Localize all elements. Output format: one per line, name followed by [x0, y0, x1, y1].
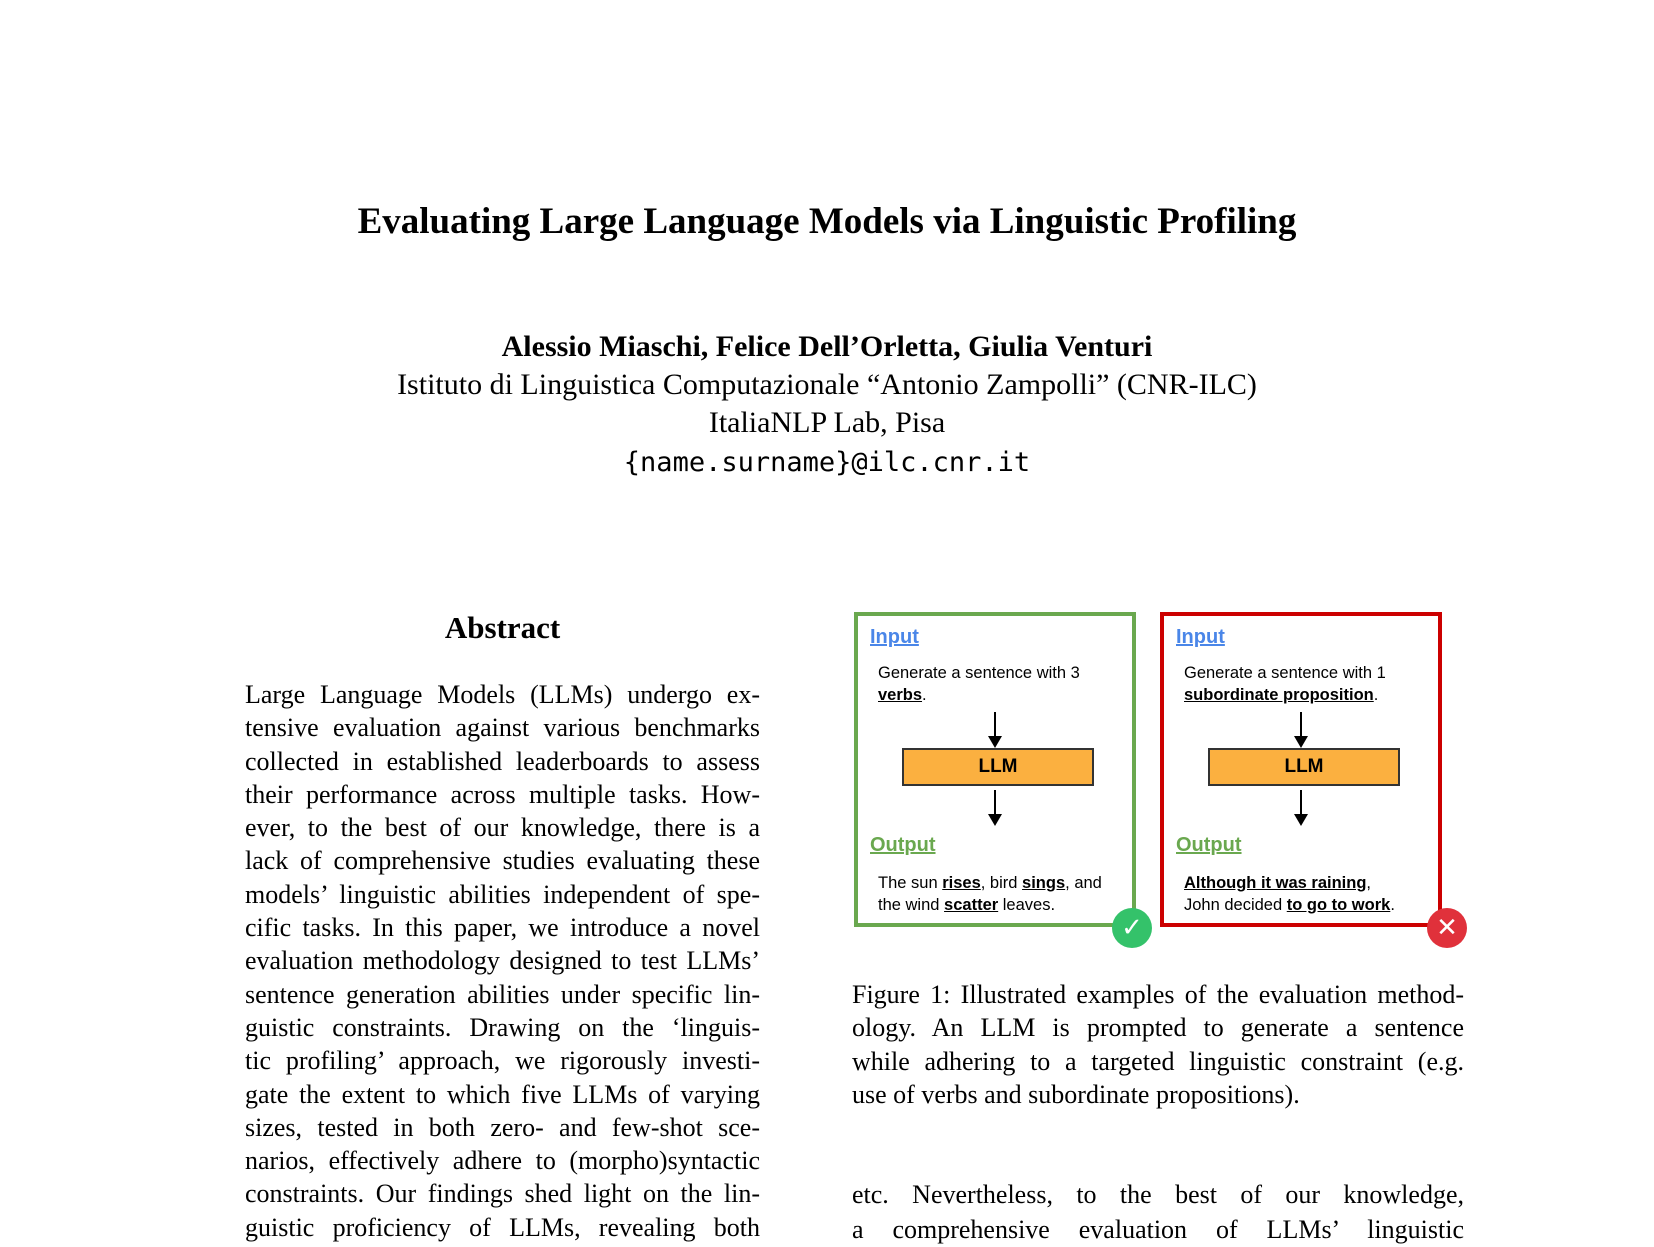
- output-segment: , bird: [980, 874, 1023, 892]
- abstract-line: narios, effectively adhere to (morpho)syntactic: [245, 1146, 760, 1176]
- abstract-line: their performance across multiple tasks. How-: [245, 779, 760, 809]
- output-label: Output: [870, 834, 936, 856]
- body-text: [852, 1177, 1464, 1247]
- caption-line: Figure 1: Illustrated examples of the evaluation method-: [852, 980, 1464, 1009]
- prompt-prefix: Generate a sentence with 1: [1184, 664, 1386, 682]
- abstract-heading: Abstract: [444, 610, 561, 645]
- abstract-line: tensive evaluation against various benchmarks: [245, 713, 760, 743]
- output-text: [1184, 872, 1395, 916]
- body-line: a comprehensive evaluation of LLMs’ linguistic: [852, 1215, 1464, 1244]
- abstract-line: lack of comprehensive studies evaluating these: [245, 846, 760, 876]
- output-segment: ,: [1366, 874, 1372, 892]
- abstract-line: models’ linguistic abilities independent of spe-: [245, 879, 760, 909]
- abstract-line: sentence generation abilities under specific lin-: [245, 979, 760, 1009]
- output-highlight: Although it was raining: [1184, 874, 1367, 892]
- figure-caption: [852, 978, 1464, 1111]
- check-icon: ✓: [1112, 908, 1152, 948]
- output-label: Output: [1176, 834, 1242, 856]
- output-segment: the wind: [878, 896, 945, 914]
- abstract-line: guistic proficiency of LLMs, revealing both: [245, 1212, 760, 1242]
- author-email: {name.surname}@ilc.cnr.it: [623, 447, 1031, 478]
- prompt-suffix: .: [922, 686, 927, 704]
- llm-box: LLM: [1208, 748, 1400, 786]
- figure-1: [850, 612, 1470, 947]
- arrow-down-icon: [1300, 712, 1302, 738]
- abstract-body: [245, 678, 760, 1244]
- output-text: [878, 872, 1102, 916]
- prompt-text: [878, 662, 1080, 706]
- output-highlight: sings: [1022, 874, 1066, 892]
- output-segment: The sun: [878, 874, 943, 892]
- prompt-suffix: .: [1373, 686, 1379, 704]
- body-line: etc. Nevertheless, to the best of our knowledge,: [852, 1180, 1464, 1209]
- arrow-down-icon: [994, 712, 996, 738]
- output-segment: leaves.: [998, 896, 1056, 914]
- arrow-down-icon: [1300, 790, 1302, 816]
- example-panel-correct: [854, 612, 1136, 927]
- output-segment: John decided: [1184, 896, 1287, 914]
- output-highlight: to go to work: [1286, 896, 1391, 914]
- affiliation-institute: Istituto di Linguistica Computazionale “Antonio Zampolli” (CNR-ILC): [397, 368, 1257, 401]
- abstract-line: gate the extent to which five LLMs of varying: [245, 1079, 760, 1109]
- prompt-prefix: Generate a sentence with 3: [878, 664, 1080, 682]
- caption-line: while adhering to a targeted linguistic constraint (e.g.: [852, 1046, 1464, 1076]
- prompt-constraint: verbs: [878, 686, 923, 704]
- arrow-down-icon: [994, 790, 996, 816]
- prompt-constraint: subordinate proposition: [1184, 686, 1374, 704]
- prompt-text: [1184, 662, 1386, 706]
- abstract-line: cific tasks. In this paper, we introduce a novel: [245, 913, 760, 943]
- abstract-line: Large Language Models (LLMs) undergo ex-: [245, 680, 760, 709]
- input-label: Input: [1176, 626, 1225, 648]
- abstract-line: tic profiling’ approach, we rigorously investi-: [245, 1046, 760, 1076]
- abstract-line: guistic constraints. Drawing on the ‘linguis-: [245, 1012, 760, 1042]
- authors: Alessio Miaschi, Felice Dell’Orletta, Giulia Venturi: [501, 330, 1153, 363]
- output-highlight: scatter: [944, 896, 999, 914]
- abstract-line: constraints. Our findings shed light on the lin-: [245, 1179, 760, 1209]
- output-segment: , and: [1065, 874, 1102, 892]
- abstract-line: sizes, tested in both zero- and few-shot sce-: [245, 1112, 760, 1142]
- output-segment: .: [1390, 896, 1395, 914]
- output-highlight: rises: [942, 874, 981, 892]
- cross-icon: ✕: [1427, 908, 1467, 948]
- input-label: Input: [870, 626, 919, 648]
- abstract-line: collected in established leaderboards to assess: [245, 746, 760, 776]
- caption-line: use of verbs and subordinate propositions).: [852, 1079, 1300, 1109]
- example-panel-incorrect: [1160, 612, 1442, 927]
- caption-line: ology. An LLM is prompted to generate a sentence: [852, 1013, 1464, 1043]
- affiliation-lab: ItaliaNLP Lab, Pisa: [708, 406, 946, 439]
- abstract-line: ever, to the best of our knowledge, there is a: [245, 813, 760, 843]
- paper-title: Evaluating Large Language Models via Linguistic Profiling: [357, 201, 1297, 242]
- abstract-line: evaluation methodology designed to test LLMs’: [245, 946, 760, 976]
- llm-box: LLM: [902, 748, 1094, 786]
